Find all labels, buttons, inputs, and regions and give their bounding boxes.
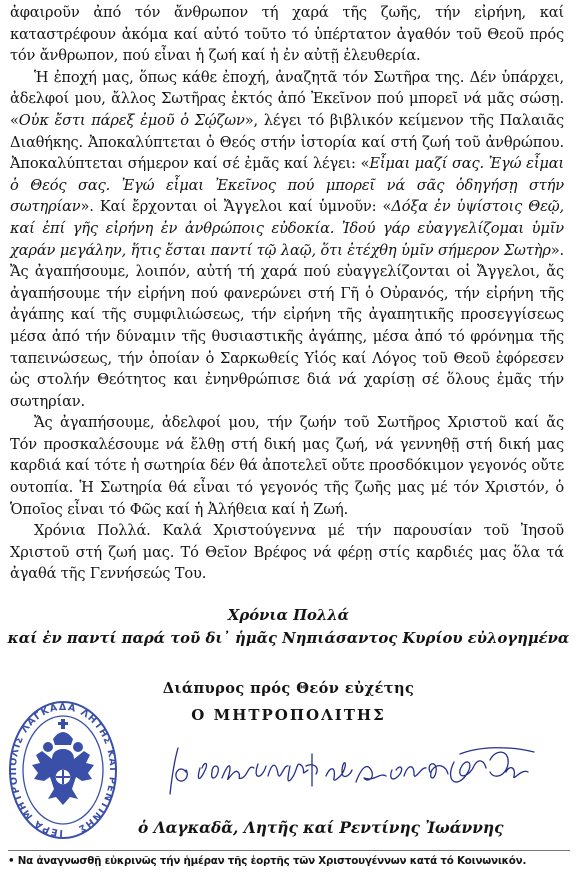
letter-paragraph — [10, 2, 564, 67]
text-run: ἀφαιροῦν ἀπό τόν ἄνθρωπον τή χαρά τῆς ζωῆς, τήν εἰρήνη, καί καταστρέφουν ἀκόμα καί αὐτό τοῦτο τό ὑπέρτατον ἀγαθόν τοῦ Θεοῦ πρός τόν ἄνθρωπον, πού εἶναι ἡ ζωή καί ἡ ἐν αὐτῇ ἐλευθερία. — [10, 4, 564, 65]
text-run: », λέγει τό βιβλικόν κείμενον τῆς Παλαιᾶς Διαθήκης. Ἀποκαλύπτεται ὁ Θεός στήν ἱστορία καί στή ζωή τοῦ ἀνθρώπου. Ἀποκαλύπτεται σήμερον καί σέ ἐμᾶς καί λέγει: « — [10, 111, 564, 173]
quotation: Οὐκ ἔστι πάρεξ ἐμοῦ ὁ Σῴζων — [18, 111, 245, 129]
letter-body — [10, 2, 564, 585]
text-run: Ἄς ἀγαπήσουμε, ἀδελφοί μου, τήν ζωήν τοῦ Σωτῆρος Χριστοῦ καί ἄς Τόν προσκαλέσουμε νά ἔλθῃ στή δική μας ζωή, νά γεννηθῇ στή δική μας καρδιά καί τότε ἡ σωτηρία δέν θά ἀποτελεῖ οὔτε προσδόκιμον γεγονός οὔτε ουτοπία. Ἡ Σωτηρία θά εἶναι τό γεγονός τῆς ζωῆς μας μέ τόν Χριστόν, ὁ Ὁποῖος εἶναι τό Φῶς καί ἡ Ἀλήθεια καί ἡ Ζωή. — [10, 414, 565, 518]
letter-paragraph — [10, 520, 564, 585]
text-run: ». Ἄς ἀγαπήσουμε, λοιπόν, αὐτή τή χαρά πού εὐαγγελίζονται οἱ Ἄγγελοι, ἄς ἀγαπήσουμε τήν εἰρήνη πού φανερώνει στή Γῆ ὁ Οὐρανός, τήν εἰρήνη τῆς ἀγάπης καί τῆς συμφιλιώσεως, τήν εἰρήνη τῆς ἀγαπητικῆς προσεγγίσεως μέσα ἀπό τήν δύναμιν τῆς θυσιαστικῆς ἀγάπης, μέσα ἀπό τό φρόνημα τῆς ταπεινώσεως, τήν ὁποίαν ὁ Σαρκωθείς Υἱός καί Λόγος τοῦ Θεοῦ ἐφόρεσεν ὡς στολήν Θεότητος και ἐνηνθρώπισε διά νά χαρίσῃ σέ ὅλους ἐμᾶς τήν σωτηρίαν. — [10, 241, 564, 410]
signature-title: Ο ΜΗΤΡΟΠΟΛΙΤΗΣ — [191, 706, 386, 724]
footnote-divider — [8, 850, 570, 851]
metropolitan-name: ὁ Λαγκαδᾶ, Λητῆς καί Ρεντίνης Ἰωάννης — [138, 819, 504, 837]
seal-inscription: ΙΕΡΑ ΜΗΤΡΟΠΟΛΙΣ ΛΑΓΚΑΔΑ ΛΗΤΗΣ ΚΑΙ ΡΕΝΤΙΝΗΣ — [8, 701, 118, 839]
metropolis-seal — [8, 697, 118, 844]
handwritten-signature — [160, 742, 540, 802]
quotation: Εἶμαι μαζί σας. Ἐγώ εἶμαι ὁ Θεός σας. Ἐγώ εἶμαι Ἐκεῖνος πού μπορεῖ νά σᾶς ὁδηγήσῃ στήν σωτηρίαν — [10, 155, 564, 216]
text-run: Ἡ ἐποχή μας, ὅπως κάθε ἐποχή, ἀναζητᾶ τόν Σωτῆρα της. Δέν ὑπάρχει, ἀδελφοί μου, ἄλλος Σωτῆρας ἐκτός ἀπό Ἐκεῖνον πού μπορεῖ νά μᾶς σώσῃ. « — [10, 68, 564, 129]
text-run: ». Καί ἔρχονται οἱ Ἄγγελοι καί ὑμνοῦν: « — [80, 198, 392, 216]
closing-line-1: Χρόνια Πολλά — [227, 607, 350, 624]
signature-wish: Διάπυρος πρός Θεόν εὐχέτης — [162, 680, 415, 697]
letter-paragraph — [10, 412, 564, 520]
closing-greeting — [0, 604, 577, 650]
closing-line-2: καί ἐν παντί παρά τοῦ δι᾿ ἡμᾶς Νηπιάσαντος Κυρίου εὐλογημένα — [7, 630, 570, 647]
footnote: • Να ἀναγνωσθῇ εὐκρινῶς τήν ἡμέραν τῆς ἑορτῆς τῶν Χριστουγέννων κατά τό Κοινωνικόν. — [8, 855, 527, 867]
letter-paragraph — [10, 67, 564, 413]
quotation: Δόξα ἐν ὑψίστοις Θεῷ, καί ἐπί γῆς εἰρήνη ἐν ἀνθρώποις εὐδοκία. Ἰδού γάρ εὐαγγελίζομαι ὑμῖν χαράν μεγάλην, ἥτις ἔσται παντί τῷ λαῷ, ὅτι ἐτέχθη ὑμῖν σήμερον Σωτὴρ — [10, 198, 564, 259]
text-run: Χρόνια Πολλά. Καλά Χριστούγεννα μέ τήν παρουσίαν τοῦ Ἰησοῦ Χριστοῦ στή ζωή μας. Τό Θεῖον Βρέφος νά φέρῃ στίς καρδιές μας ὅλα τά ἀγαθά τῆς Γεννήσεώς Του. — [10, 522, 564, 583]
